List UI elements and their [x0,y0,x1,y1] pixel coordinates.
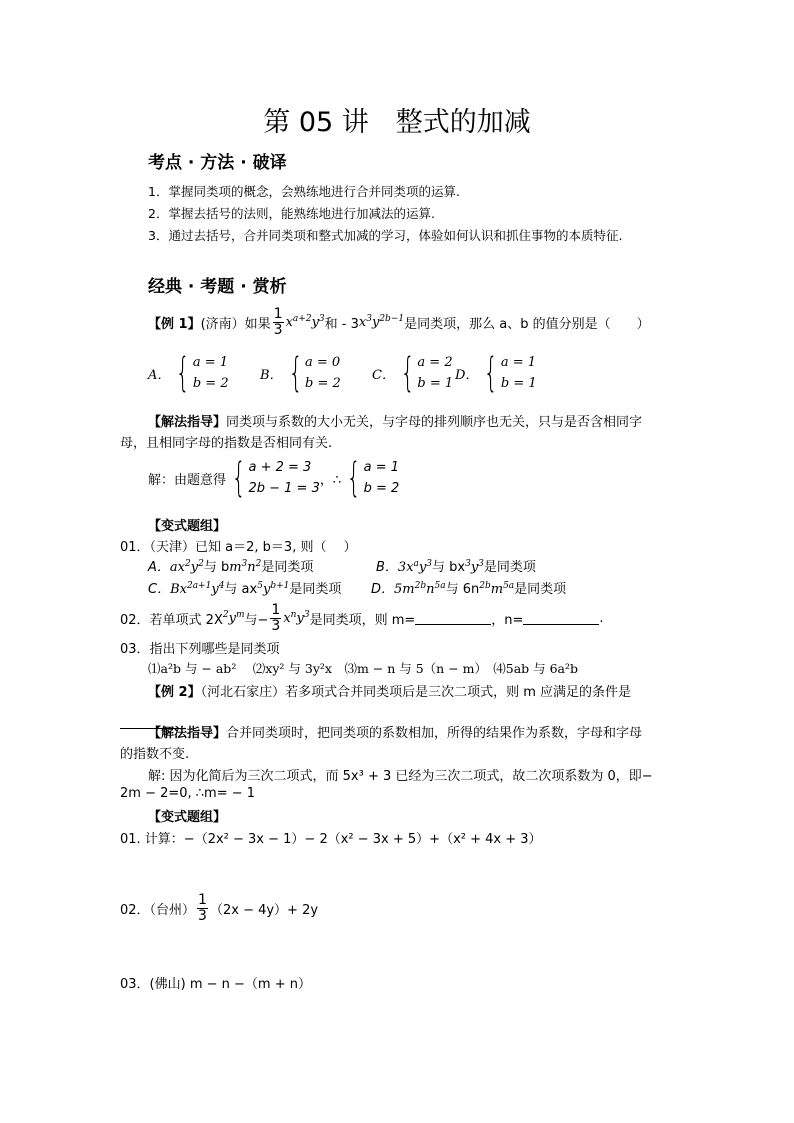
left-brace-icon: { [176,350,191,396]
q2-tail: （2x − 4y）+ 2y [209,903,319,918]
option-label: A． [148,560,170,575]
option-label: D． [371,582,395,597]
solution-result-1: a = 1 [363,460,399,475]
variation-group-1-heading: 【变式题组】 [148,519,227,534]
objective-item-3: 3．通过去括号，合并同类项和整式加减的学习，体验如何认识和抓住事物的本质特征. [148,228,623,243]
variation-group-2-heading: 【变式题组】 [148,810,227,825]
example-1-guide-line-1 [148,411,642,430]
term-x-cubed-y-power-2b-minus-1: $x^3y^{2b-1}$ [358,314,405,330]
option-b-label: B． [260,367,283,383]
option-mid: 与 6n [445,582,480,597]
q2-tail: 是同类项，则 m= [309,613,416,628]
option-tail: 是同类项 [261,560,314,575]
option-d-line-1: a = 1 [500,355,537,370]
guide-tag: 【解法指导】 [148,726,227,741]
guide-text: 合并同类项时，把同类项的系数相加，所得的结果作为系数，字母和字母 [226,726,643,741]
variation-1-question-2: 02．若单项式 2X $^2y^m$ 与− $\frac{1}{3}$ $x^ny^3$ 是同类项，则 m= ，n= . [120,602,604,634]
example-1-mid-text: 和 - 3 [324,317,359,332]
option-mid: 与 ax [224,582,258,597]
answer-blank-m[interactable] [415,612,491,625]
example-2-question [148,681,631,700]
solution-equation-1: a + 2 = 3 [248,460,312,475]
solution-result-2: b = 2 [363,481,400,496]
example-2-tag: 【例 2】 [148,685,201,700]
variation-1-q1-option-c[interactable]: C．$Bx^{2a+1}y^4$与 $ax^5y^{b+1}$是同类项 [148,581,342,597]
option-a-line-2: b = 2 [192,376,229,391]
example-1-source: (济南）如果 [200,317,271,332]
option-tail: 是同类项 [483,560,536,575]
example-1-solution [148,457,399,499]
example-1-options [148,352,548,396]
option-b-line-1: a = 0 [305,355,341,370]
fraction-denominator: 3 [273,322,283,338]
section-heading-classic-problems: 经典 · 考题 · 赏析 [148,277,287,297]
section-heading-key-points: 考点 · 方法 · 破译 [148,153,287,173]
therefore-symbol: ，∴ [319,472,342,488]
fraction-numerator: 1 [273,306,283,322]
variation-2-question-3: 03．(佛山) m − n −（m + n） [120,977,311,992]
variation-1-question-1: 01．（天津）已知 a＝2, b＝3, 则（ ） [120,540,357,555]
option-c-line-1: a = 2 [417,355,453,370]
example-2-solution-line-2: 2m − 2=0, ∴m= − 1 [120,786,256,801]
option-a-label: A． [148,367,171,383]
option-d-label: D． [455,367,479,383]
example-1-question [148,307,650,338]
variation-1-question-3-items: ⑴a²b 与 − ab² ⑵xy² 与 3y²x ⑶m − n 与 5（n − m） ⑷5ab 与 6a²b [148,661,579,676]
fraction-one-third: $\frac{1}{3}$ [198,892,207,924]
guide-tag: 【解法指导】 [148,415,227,430]
option-mid: 与 bx [432,560,466,575]
option-mid: 与 b [203,560,230,575]
variation-2-question-2 [120,893,318,924]
option-c[interactable] [372,352,453,394]
variation-1-q1-option-d[interactable]: D．$5m^{2b}n^{5a}$与 $6n^{2b}m^{5a}$是同类项 [371,581,567,597]
objective-item-1: 1．掌握同类项的概念，会熟练地进行合并同类项的运算. [148,184,460,199]
left-brace-icon: { [288,350,303,396]
option-tail: 是同类项 [514,582,567,597]
variation-1-q1-option-a[interactable]: A．$ax^2y^2$与 $bm^3n^2$是同类项 [148,559,314,575]
solution-equation-2: 2b − 1 = 3 [248,481,320,496]
objective-item-2: 2．掌握去括号的法则，能熟练地进行加减法的运算. [148,206,435,221]
variation-1-q1-option-b[interactable]: B．$3x^ay^3$与 $bx^3y^3$是同类项 [376,559,536,575]
option-label: C． [148,582,171,597]
fraction-one-third: $\frac{1}{3}$ [271,602,281,634]
q2-mid: 与− [244,613,269,628]
q2-prefix: 02．（台州） [120,903,196,918]
q2-prefix: 02．若单项式 2X [120,613,223,628]
option-c-line-2: b = 1 [417,376,454,391]
example-1-tail: 是同类项，那么 a、b 的值分别是（ ） [404,317,650,332]
example-2-guide-line-1 [148,722,642,741]
option-c-label: C． [372,367,395,383]
left-brace-icon: { [484,350,499,396]
solution-prefix: 解：由题意得 [148,472,227,488]
option-d-line-2: b = 1 [500,376,537,391]
example-2-solution-line-1: 解: 因为化简后为三次二项式，而 5x³ + 3 已经为三次二项式，故二次项系数为 0，即− [148,769,653,784]
q2-end: . [599,611,604,626]
left-brace-icon: { [400,350,415,396]
option-b-line-2: b = 2 [305,376,341,391]
answer-blank-n[interactable] [523,612,599,625]
example-2-guide-line-2: 的指数不变. [120,747,190,762]
fraction-one-third [273,307,284,338]
option-d[interactable] [455,352,537,394]
guide-text: 同类项与系数的大小无关，与字母的排列顺序也无关，只与是否含相同字 [226,415,643,430]
option-a-line-1: a = 1 [192,355,229,370]
q2-n-label: ，n= [491,613,524,628]
example-1-tag: 【例 1】 [148,317,201,332]
left-brace-icon: { [231,455,246,501]
variation-1-question-3: 03．指出下列哪些是同类项 [120,642,280,657]
option-b[interactable] [260,352,341,394]
option-tail: 是同类项 [289,582,342,597]
example-1-guide-line-2: 母，且相同字母的指数是否相同有关. [120,436,333,451]
option-a[interactable] [148,352,229,394]
term-x-power-a-plus-2-y-cubed: $x^{a+2}y^3$ [285,314,325,330]
example-2-text: （河北石家庄）若多项式合并同类项后是三次二项式，则 m 应满足的条件是 [200,685,632,700]
variation-2-question-1: 01. 计算：−（2x² − 3x − 1）− 2（x² − 3x + 5）+（x² + 4x + 3） [120,832,542,847]
left-brace-icon: { [346,455,361,501]
option-label: B． [376,560,398,575]
page-title: 第 05 讲 整式的加减 [263,107,531,138]
